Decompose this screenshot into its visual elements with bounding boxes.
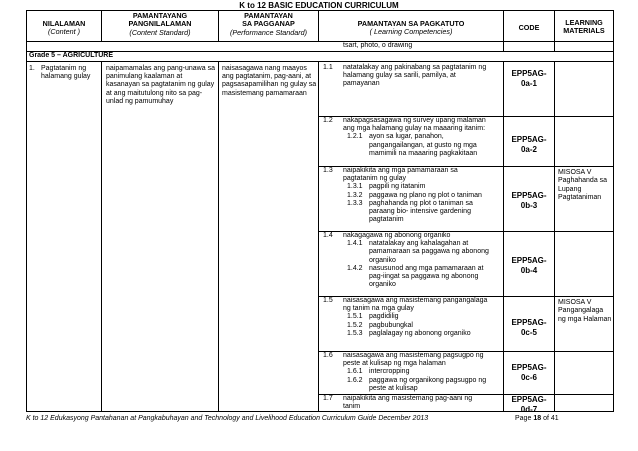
grade-divider — [27, 61, 613, 62]
competency-number: 1.3 — [323, 167, 333, 174]
sub-competency-line — [343, 216, 503, 224]
header-code: CODE — [518, 23, 540, 32]
sub-competency-text: organiko — [369, 256, 396, 264]
code-line-2: 0a-1 — [520, 79, 537, 88]
sub-competency-text: pagpili ng itatanim — [369, 183, 426, 191]
competency-code — [504, 191, 554, 211]
competency-line: nakagagawa ng abonong organiko — [343, 232, 451, 239]
sub-competency-line — [343, 150, 503, 158]
competency-text — [343, 117, 503, 158]
sub-competency-line — [343, 330, 503, 338]
sub-competency-number: 1.4.2 — [347, 264, 363, 272]
sub-competency-line — [343, 248, 503, 256]
sub-competency-number: 1.5.3 — [347, 329, 363, 337]
sub-competency-number: 1.4.1 — [347, 240, 363, 248]
grade-label: Grade 5 – AGRICULTURE — [29, 52, 114, 59]
sub-competency-line — [343, 192, 503, 200]
col-divider — [554, 61, 555, 411]
sub-competency-line — [343, 273, 503, 281]
code-line-1: EPP5AG- — [511, 191, 547, 200]
code-line-2: 0b-4 — [520, 266, 538, 275]
header-competencies-sub: ( Learning Competencies) — [369, 27, 453, 37]
header-competencies-label: PAMANTAYAN SA PAGKATUTO — [357, 19, 465, 28]
content-number: 1. — [29, 65, 35, 72]
content-standard: naipamamalas ang pang-unawa sa panimulang kaalaman at kasanayan sa pagtatanim ng gulay at ang maitutulong nito sa pag-unlad ng pamumuhay — [106, 65, 215, 105]
sub-competency-number: 1.3.3 — [347, 199, 363, 207]
content-text: Pagtatanim ng halamang gulay — [41, 65, 91, 81]
code-line-1: EPP5AG- — [511, 256, 547, 265]
code-line-1: EPP5AG- — [511, 363, 547, 372]
competency-number: 1.7 — [323, 395, 333, 402]
sub-competency-text: paglalagay ng abonong organiko — [369, 329, 471, 337]
code-line-1: EPP5AG- — [511, 69, 547, 78]
col-divider — [218, 61, 219, 411]
code-line-2: 0b-3 — [520, 201, 538, 210]
header-divider — [27, 41, 613, 42]
competency-text — [343, 395, 503, 411]
sub-competency-line — [343, 385, 503, 393]
competency-line: ng tanim na mga gulay — [343, 305, 414, 313]
page-total: of 41 — [543, 415, 559, 422]
header-content-standard — [102, 11, 218, 37]
competency-line: pagtatanim ng gulay — [343, 175, 407, 183]
header-performance-sub: (Performance Standard) — [229, 27, 308, 37]
sub-competency-text: pamamaraan sa paggawa ng abonong — [369, 248, 489, 256]
sub-competency-number: 1.3.1 — [347, 183, 363, 191]
competency-line: ang mga halamang gulay na maaaring itanim: — [343, 125, 486, 133]
header-content-standard-label: PAMANTAYANG PANGNILALAMAN — [128, 11, 192, 29]
sub-competency-text: paggawa ng organikong pagsugpo ng — [369, 376, 487, 384]
sub-competency-text: pagdidilig — [369, 313, 399, 321]
performance-standard: naisasagawa nang maayos ang pagtatanim, pag-aani, at pagsasapamilihan ng gulay sa masistemang pamamaraan — [222, 65, 317, 97]
learning-materials: MISOSA V Paghahanda sa Lupang Pagtataniman — [558, 169, 608, 202]
code-line-2: 0d-7 — [520, 405, 538, 414]
competency-code — [504, 318, 554, 338]
competency-text — [343, 352, 503, 393]
competency-line: tanim — [343, 403, 361, 411]
sub-competency-line — [343, 313, 503, 321]
page-current: 18 — [533, 415, 542, 422]
sub-competency-text: pag-iingat sa paggawa ng abonong — [369, 273, 479, 281]
header-content-standard-sub: (Content Standard) — [129, 27, 191, 37]
competency-code — [504, 395, 554, 415]
competency-line: halamang gulay sa sarili, pamilya, at — [343, 72, 456, 80]
sub-competency-text: pagtatanim — [369, 216, 404, 224]
sub-competency-text: natatalakay ang kahalagahan at — [369, 240, 469, 248]
col-divider — [318, 61, 319, 411]
competency-line: nakapagsasagawa ng survey upang malaman — [343, 117, 486, 124]
competency-line: naipakikita ang masistemang pag-aani ng — [343, 395, 473, 402]
header-content-label: NILALAMAN — [42, 19, 86, 28]
sub-competency-line — [343, 133, 503, 141]
code-line-1: EPP5AG- — [511, 135, 547, 144]
sub-competency-text: nasusunod ang mga pamamaraan at — [369, 264, 484, 272]
competency-code — [504, 256, 554, 276]
header-content — [27, 20, 101, 37]
sub-competency-text: paggawa ng plano ng plot o taniman — [369, 191, 482, 199]
code-line-2: 0a-2 — [520, 145, 537, 154]
competency-number: 1.6 — [323, 352, 333, 359]
competency-line: peste at kulisap ng mga halaman — [343, 360, 446, 368]
footer-text: K to 12 Edukasyong Pantahanan at Pangkabuhayan and Technology and Livelihood Education Curriculum Guide December 2013 — [26, 415, 429, 422]
sub-competency-line — [343, 208, 503, 216]
competency-number: 1.2 — [323, 117, 333, 124]
sub-competency-number: 1.6.1 — [347, 368, 363, 376]
sub-competency-text: pangangailangan, at gusto ng mga — [369, 141, 477, 149]
competency-line: naisasagawa ang masistemang pangangalaga — [343, 297, 488, 304]
sub-competency-line — [343, 200, 503, 208]
sub-competency-number: 1.3.2 — [347, 191, 363, 199]
code-line-2: 0c-5 — [520, 328, 537, 337]
sub-competency-text: paghahanda ng plot o taniman sa — [369, 199, 473, 207]
header-content-sub: (Content ) — [48, 27, 80, 37]
competency-number: 1.5 — [323, 297, 333, 304]
competency-number: 1.1 — [323, 64, 333, 71]
sub-competency-line — [343, 377, 503, 385]
competency-number: 1.4 — [323, 232, 333, 239]
sub-competency-line — [343, 142, 503, 150]
page-prefix: Page — [515, 415, 532, 422]
curriculum-table — [26, 10, 614, 412]
sub-competency-text: mamimili na maaaring pagkakitaan — [369, 149, 478, 157]
sub-competency-text: organiko — [369, 281, 396, 289]
sub-competency-line — [343, 322, 503, 330]
sub-competency-text: intercropping — [369, 368, 410, 376]
sub-competency-text: ayon sa lugar, panahon, — [369, 133, 444, 141]
header-performance-label: PAMANTAYAN SA PAGGANAP — [242, 11, 295, 29]
page-number — [515, 415, 559, 422]
competency-line: naipakikita ang mga pamamaraan sa — [343, 167, 458, 174]
sub-competency-text: peste at kulisap — [369, 384, 418, 392]
code-line-1: EPP5AG- — [511, 318, 547, 327]
competency-text — [343, 64, 503, 89]
competency-line: natatalakay ang pakinabang sa pagtatanim ng — [343, 64, 487, 71]
header-materials: LEARNING MATERIALS — [563, 18, 605, 36]
header-competencies — [319, 20, 503, 37]
competency-text — [343, 232, 503, 289]
col-divider — [503, 61, 504, 411]
competency-code — [504, 69, 554, 89]
competency-text — [343, 167, 503, 224]
sub-competency-number: 1.6.2 — [347, 376, 363, 384]
sub-competency-line — [343, 368, 503, 376]
sub-competency-text: paraang bio- intensive gardening — [369, 208, 471, 216]
competency-code — [504, 135, 554, 155]
learning-materials: MISOSA V Pangangalaga ng mga Halaman — [558, 299, 612, 323]
sub-competency-line — [343, 265, 503, 273]
carryover-text: tsart, photo, o drawing — [343, 42, 413, 49]
competency-text — [343, 297, 503, 338]
sub-competency-line — [343, 281, 503, 289]
sub-competency-number: 1.5.2 — [347, 321, 363, 329]
competency-line: pamayanan — [343, 80, 380, 88]
competency-line: naisasagawa ang masistemang pagsugpo ng — [343, 352, 484, 359]
col-divider — [101, 61, 102, 411]
sub-competency-text: pagbubungkal — [369, 321, 413, 329]
sub-competency-line — [343, 183, 503, 191]
competency-code — [504, 363, 554, 383]
header-performance — [219, 11, 318, 37]
sub-competency-line — [343, 240, 503, 248]
sub-competency-line — [343, 257, 503, 265]
sub-competency-number: 1.2.1 — [347, 133, 363, 141]
code-line-1: EPP5AG- — [511, 395, 547, 404]
sub-competency-number: 1.5.1 — [347, 313, 363, 321]
document-title: K to 12 BASIC EDUCATION CURRICULUM — [239, 1, 399, 10]
code-line-2: 0c-6 — [520, 373, 537, 382]
